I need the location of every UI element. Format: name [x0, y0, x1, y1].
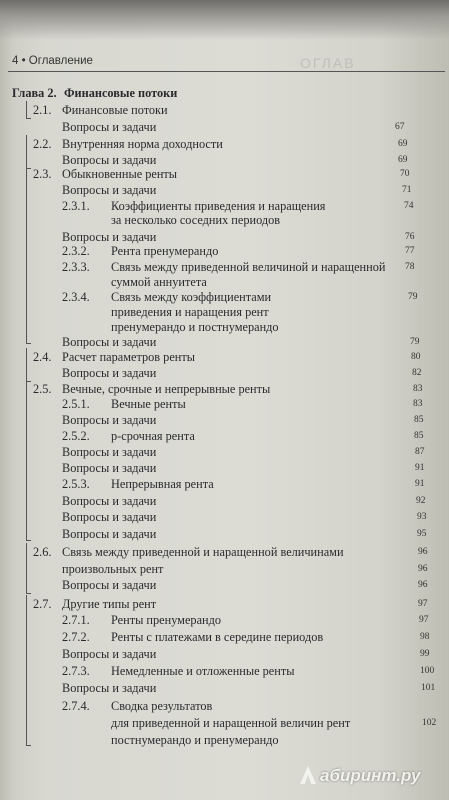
toc-page-number: 80: [411, 352, 421, 362]
toc-entry-number: 2.5.: [33, 382, 52, 396]
toc-page-number: 77: [405, 246, 415, 256]
toc-page-number: 71: [402, 185, 412, 195]
toc-entry-number: 2.3.3.: [62, 260, 90, 274]
watermark-text: абиринт.ру: [320, 766, 421, 785]
toc-entry-title: Вопросы и задачи: [62, 413, 157, 427]
toc-entry-title: Сводка результатов: [111, 699, 213, 713]
toc-entry-number: 2.7.2.: [62, 630, 90, 644]
toc-page-number: 70: [400, 169, 410, 179]
toc-entry-title: Вопросы и задачи: [62, 445, 157, 459]
toc-entry-title: Немедленные и отложенные ренты: [111, 664, 295, 678]
toc-page-number: 85: [414, 415, 424, 425]
toc-entry-number: 2.7.: [33, 597, 52, 611]
toc-page-number: 97: [419, 615, 429, 625]
toc-entry-title: Связь между приведенной и наращенной величинами: [62, 545, 344, 559]
toc-page-number: 67: [395, 122, 405, 132]
toc-entry-title: Непрерывная рента: [111, 477, 214, 491]
section-bracket: [26, 380, 31, 541]
section-bracket: [26, 348, 31, 382]
toc-page-number: 76: [405, 232, 415, 242]
toc-entry-title: Вопросы и задачи: [62, 510, 157, 524]
section-bracket: [26, 543, 31, 594]
toc-entry-title: приведения и наращения рент: [111, 305, 269, 319]
toc-entry-title: суммой аннуитета: [111, 275, 207, 289]
toc-entry-title: Связь между приведенной величиной и наращенной: [111, 260, 386, 274]
toc-entry-number: 2.3.1.: [62, 199, 90, 213]
toc-entry-number: 2.7.4.: [62, 699, 90, 713]
toc-page-number: 74: [404, 201, 414, 211]
toc-page-number: 91: [415, 463, 425, 473]
toc-entry-title: Вопросы и задачи: [62, 183, 157, 197]
toc-page-number: 69: [398, 139, 408, 149]
toc-page-number: 96: [418, 564, 428, 574]
toc-page-number: 96: [418, 547, 428, 557]
toc-entry-title: Финансовые потоки: [62, 103, 168, 117]
toc-entry-title: Вечные, срочные и непрерывные ренты: [62, 382, 271, 396]
toc-entry-number: 2.3.: [33, 167, 52, 181]
toc-entry-number: 2.5.3.: [62, 477, 90, 491]
toc-entry-number: 2.3.4.: [62, 290, 90, 304]
toc-entry-title: Вопросы и задачи: [62, 461, 157, 475]
section-bracket: [26, 135, 31, 169]
toc-entry-number: 2.7.1.: [62, 613, 90, 627]
toc-page-number: 99: [420, 649, 430, 659]
toc-entry-title: Вопросы и задачи: [62, 335, 157, 349]
toc-page-number: 95: [417, 529, 427, 539]
toc-page-number: 101: [421, 683, 436, 693]
toc-page-number: 96: [418, 580, 428, 590]
toc-entry-title: Ренты с платежами в середине периодов: [111, 630, 324, 644]
toc-page-number: 78: [405, 262, 415, 272]
watermark: [300, 766, 420, 786]
toc-entry-title: Рента пренумерандо: [111, 244, 219, 258]
toc-entry-title: Вопросы и задачи: [62, 681, 157, 695]
bleed-through-text: ОГЛАВ: [300, 55, 356, 71]
toc-page-number: 97: [418, 599, 428, 609]
toc-entry-number: 2.5.1.: [62, 397, 90, 411]
toc-page-number: 85: [414, 431, 424, 441]
toc-entry-title: Вопросы и задачи: [62, 153, 157, 167]
toc-entry-title: постнумерандо и пренумерандо: [111, 733, 279, 747]
toc-entry-title: Вопросы и задачи: [62, 527, 157, 541]
toc-entry-number: 2.5.2.: [62, 429, 90, 443]
toc-page-number: 79: [410, 337, 420, 347]
toc-page-number: 87: [415, 447, 425, 457]
toc-entry-title: Другие типы рент: [62, 597, 157, 611]
toc-entry-number: 2.7.3.: [62, 664, 90, 678]
toc-page-number: 93: [417, 512, 427, 522]
toc-entry-title: Вопросы и задачи: [62, 120, 157, 134]
section-bracket: [26, 165, 31, 344]
toc-page-number: 83: [413, 384, 423, 394]
toc-entry-title: Вопросы и задачи: [62, 578, 157, 592]
toc-entry-title: Внутренняя норма доходности: [62, 137, 223, 151]
toc-page-number: 83: [413, 399, 423, 409]
toc-entry-title: p-срочная рента: [111, 429, 195, 443]
toc-entry-number: 2.3.2.: [62, 244, 90, 258]
toc-page-number: 92: [416, 496, 426, 506]
toc-entry-number: Глава 2.: [12, 86, 57, 100]
toc-entry-number: 2.1.: [33, 103, 52, 117]
toc-entry-number: 2.2.: [33, 137, 52, 151]
toc-entry-title: Обыкновенные ренты: [62, 167, 178, 181]
toc-page-number: 100: [420, 666, 435, 676]
toc-entry-title: Вопросы и задачи: [62, 647, 157, 661]
toc-entry-title: Ренты пренумерандо: [111, 613, 222, 627]
toc-page-number: 91: [415, 479, 425, 489]
toc-entry-title: Вопросы и задачи: [62, 494, 157, 508]
toc-page-number: 79: [408, 292, 418, 302]
running-header: 4 • Оглавление: [12, 55, 93, 67]
toc-entry-title: за несколько соседних периодов: [111, 213, 281, 227]
toc-entry-title: Финансовые потоки: [64, 86, 178, 100]
toc-page-number: 102: [422, 718, 437, 728]
toc-entry-title: Связь между коэффициентами: [111, 290, 272, 304]
toc-entry-title: Расчет параметров ренты: [62, 350, 196, 364]
section-bracket: [26, 101, 31, 119]
toc-entry-title: Вечные ренты: [111, 397, 186, 411]
toc-page-number: 98: [420, 632, 430, 642]
labyrinth-logo-icon: [300, 766, 316, 784]
toc-page-number: 69: [398, 155, 408, 165]
toc-entry-title: Вопросы и задачи: [62, 230, 157, 244]
toc-entry-title: пренумерандо и постнумерандо: [111, 320, 279, 334]
toc-entry-number: 2.6.: [33, 545, 52, 559]
toc-entry-title: Коэффициенты приведения и наращения: [111, 199, 326, 213]
toc-entry-title: произвольных рент: [62, 562, 164, 576]
toc-entry-title: для приведенной и наращенной величин рент: [111, 716, 351, 730]
toc-entry-title: Вопросы и задачи: [62, 366, 157, 380]
toc-page-number: 82: [412, 368, 422, 378]
toc-entry-number: 2.4.: [33, 350, 52, 364]
section-bracket: [26, 595, 31, 746]
